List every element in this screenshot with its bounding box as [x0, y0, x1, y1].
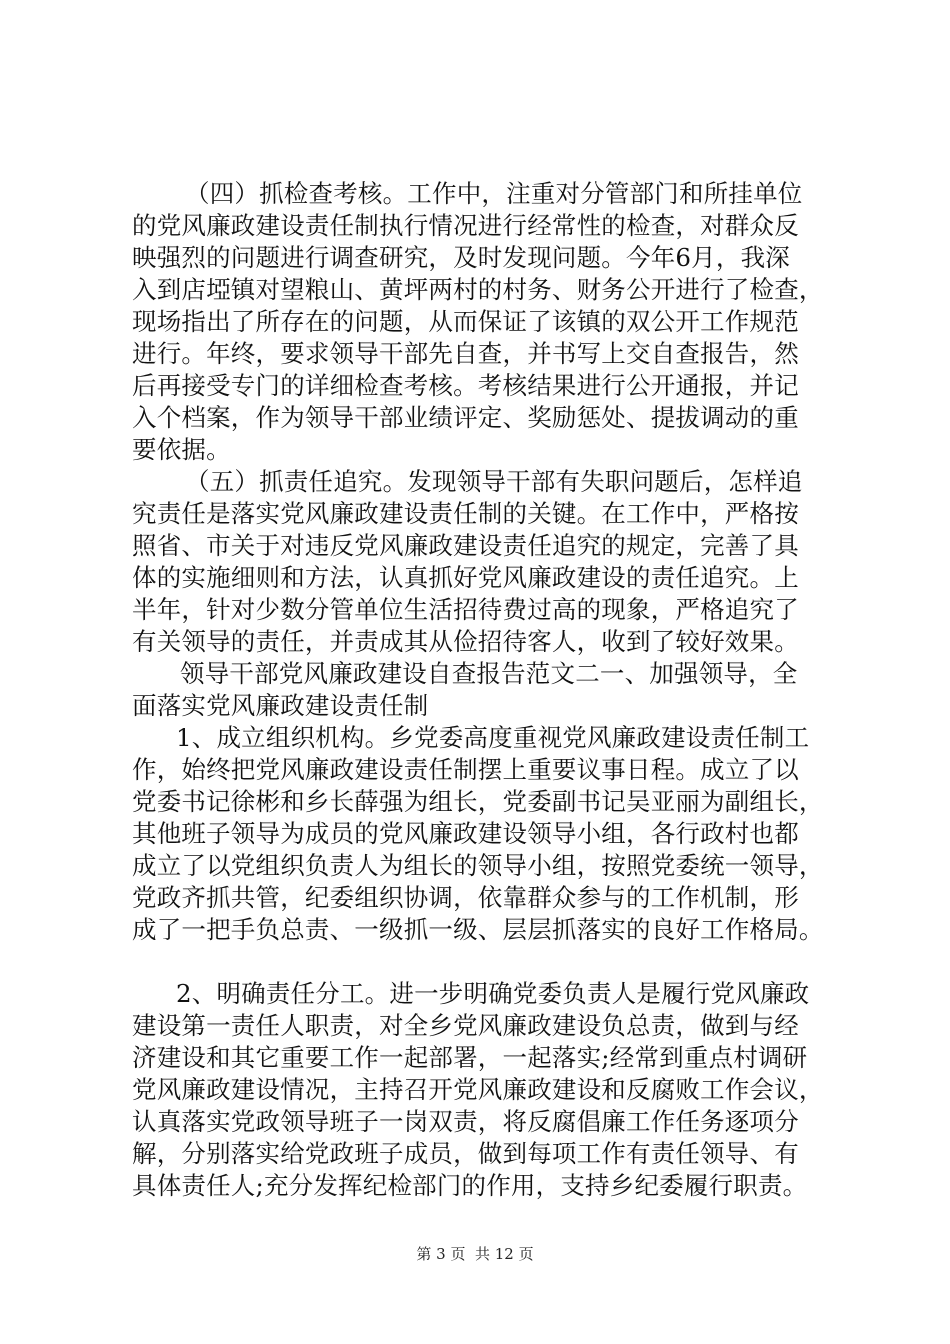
- text-line: 照省、市关于对违反党风廉政建设责任追究的规定，完善了具: [132, 531, 799, 560]
- page-footer: [0, 1244, 950, 1264]
- page-number: 第 3 页 共 12 页: [416, 1245, 534, 1263]
- text-line: 的党风廉政建设责任制执行情况进行经常性的检查，对群众反: [132, 211, 799, 240]
- text-line: 党政齐抓共管，纪委组织协调，依靠群众参与的工作机制，形: [132, 883, 799, 912]
- text-line: 党风廉政建设情况，主持召开党风廉政建设和反腐败工作会议，: [132, 1075, 824, 1104]
- text-line: 其他班子领导为成员的党风廉政建设领导小组，各行政村也都: [132, 819, 799, 848]
- text-line: 进行。年终，要求领导干部先自查，并书写上交自查报告，然: [132, 339, 799, 368]
- text-line: 党委书记徐彬和乡长薛强为组长，党委副书记吴亚丽为副组长，: [132, 787, 824, 816]
- text-line: 具体责任人;充分发挥纪检部门的作用，支持乡纪委履行职责。: [132, 1171, 808, 1200]
- text-line: （五）抓责任追究。发现领导干部有失职问题后，怎样追: [185, 467, 803, 496]
- text-line: 入到店埡镇对望粮山、黄坪两村的村务、财务公开进行了检查，: [132, 275, 824, 304]
- text-line: 要依据。: [132, 435, 231, 464]
- text-line: 体的实施细则和方法，认真抓好党风廉政建设的责任追究。上: [132, 563, 799, 592]
- text-line: 认真落实党政领导班子一岗双责，将反腐倡廉工作任务逐项分: [132, 1107, 799, 1136]
- text-line: 映强烈的问题进行调查研究，及时发现问题。今年6月，我深: [132, 243, 790, 272]
- text-line: 济建设和其它重要工作一起部署，一起落实;经常到重点村调研: [132, 1043, 808, 1072]
- text-line: 半年，针对少数分管单位生活招待费过高的现象，严格追究了: [132, 595, 799, 624]
- text-line: 2、明确责任分工。进一步明确党委负责人是履行党风廉政: [176, 979, 810, 1008]
- text-line: 成立了以党组织负责人为组长的领导小组，按照党委统一领导，: [132, 851, 824, 880]
- text-line: 入个档案，作为领导干部业绩评定、奖励惩处、提拔调动的重: [132, 403, 799, 432]
- text-line: （四）抓检查考核。工作中，注重对分管部门和所挂单位: [185, 179, 803, 208]
- text-line: 成了一把手负总责、一级抓一级、层层抓落实的良好工作格局。: [132, 915, 824, 944]
- text-line: 有关领导的责任，并责成其从俭招待客人，收到了较好效果。: [132, 627, 799, 656]
- text-line: 面落实党风廉政建设责任制: [132, 691, 429, 720]
- text-line: 1、成立组织机构。乡党委高度重视党风廉政建设责任制工: [176, 723, 810, 752]
- text-line: 领导干部党风廉政建设自查报告范文二一、加强领导，全: [180, 659, 798, 688]
- text-line: 现场指出了所存在的问题，从而保证了该镇的双公开工作规范: [132, 307, 799, 336]
- text-line: 作，始终把党风廉政建设责任制摆上重要议事日程。成立了以: [132, 755, 799, 784]
- text-line: 后再接受专门的详细检查考核。考核结果进行公开通报，并记: [132, 371, 799, 400]
- text-line: 解，分别落实给党政班子成员，做到每项工作有责任领导、有: [132, 1139, 799, 1168]
- text-line: 究责任是落实党风廉政建设责任制的关键。在工作中，严格按: [132, 499, 799, 528]
- text-line: 建设第一责任人职责，对全乡党风廉政建设负总责，做到与经: [132, 1011, 799, 1040]
